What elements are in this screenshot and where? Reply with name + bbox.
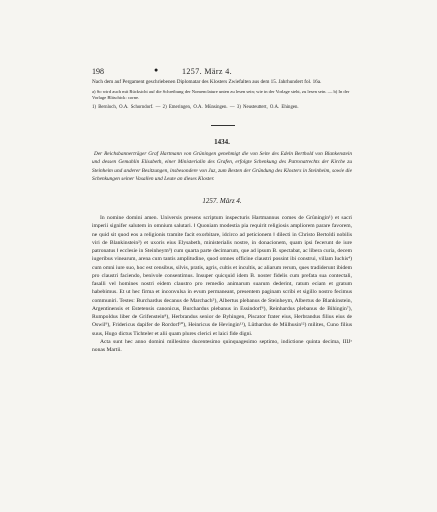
ornament-dot: ● [154, 66, 159, 74]
body-paragraph: Acta sunt hec anno domini millesimo ducentesimo quinquagesimo septimo, indictione quinta decima, IIIJᵃ nonas Martii. [92, 338, 352, 353]
running-title: 1257. März 4. [182, 67, 233, 76]
section-divider [211, 125, 235, 126]
document-summary: Der Reichsbannerträger Graf Hartmann von Grüningen genehmigt die von Seite des Edeln Berthold von Blankenstein und dessen Gemahlin Elisabeth, einer Ministerialin des Grafen, erfolgte Schenkung des Patronatrechts der Kirche zu Steinheim und anderer Besitzungen, insbesondere von Juz, zum Besten der Gründung des Klosters in Steinheim, sowie die Schenkungen seiner Vasallen und Leute an dieses Kloster. [92, 151, 352, 182]
textual-notes: a) So wird auch mit Rücksicht auf die Schreibung der Nomenclature unten zu lesen sein; wie in der Vorlage steht, zu lesen sein. — b) In der Vorlage Bläschick: corne. [92, 89, 350, 101]
document-body [92, 214, 352, 354]
page-number: 198 [92, 67, 104, 76]
document-date: 1257. März 4. [202, 197, 242, 205]
body-paragraph: In nomine domini amen. Universis presens scriptum inspecturis Hartmannus comes de Grûningin¹) et sacri imperii signifer salutem in omnium salutari. ‖ Quoniam modestia pia requirit religiosis ampliorem parare favorem, ne quid sit quod eos a religionis tramite facit exorbitare, idcirco ad peticionem ‖ dilecti in Christo Bertoldi nobilis viri de Blankinstein²) et uxoris eius Elysabeth, ministerialis nostre, in donacionem, quam ipsi fecerunt de iure patronatus ‖ ecclesie in Steinheym³) cum quarta parte decimarum, que ad ipsum B. spectabat, ac libera curia, decem iugeribus vinearum, arena cum tantis amplitudine, quod omnes officine claustri possint ibi construi, villam Iuchis⁴) cum omni iure suo, hoc est censibus, silvis, pratis, agris, cultis et incultis, ac aliarum rerum, ques tradiderunt ibidem pro claustri faciendo, benivole consentimus. Insuper quicquid idem B. noster fidelis cum prefata sua contectali, fasalli vel homines nostri eidem claustro pro remedio animarum suarum dederint, ratum eciam et gratum habebimus. Et ut hec firma et inconvulsa in evum permaneant, presentem paginam scribi et sigillo nostro fecimus communiri. Testes: Burchardus decanus de Marchach⁵), Albertus plebanus de Steinheym, Albertus de Blankinstein, Argentinensis et Estetensis canonicus, Burchardus plebanus in Essindorf⁶), Reinhardus plebanus de Bihingin⁷), Rumpoldus liber de Grifenstein⁸), Herbrandus senior de Byhingen, Piscator frater eius, Herbrandus filius eius de Oswil⁹), Fridericus dapifer de Rordorf¹⁰), Heinricus de Hevingin¹¹), Lûthardus de Mûlhusin¹²) milites, Cuno filius suus, Hugo dictus Tichteler et alii quam plures clerici et laici fide digni. [92, 215, 352, 337]
footnotes: 1) Bernloch, O.A. Schorndorf. — 2) Emeringen, O.A. Münsingen. — 3) Neusteuttert, O.A. Ehingen. [92, 105, 299, 110]
document-number: 1434. [214, 138, 230, 146]
source-note: Nach dem auf Pergament geschriebenen Diplomatar des Klosters Zwiefalten aus dem 15. Jahrhundert fol. 16a. [92, 79, 322, 85]
